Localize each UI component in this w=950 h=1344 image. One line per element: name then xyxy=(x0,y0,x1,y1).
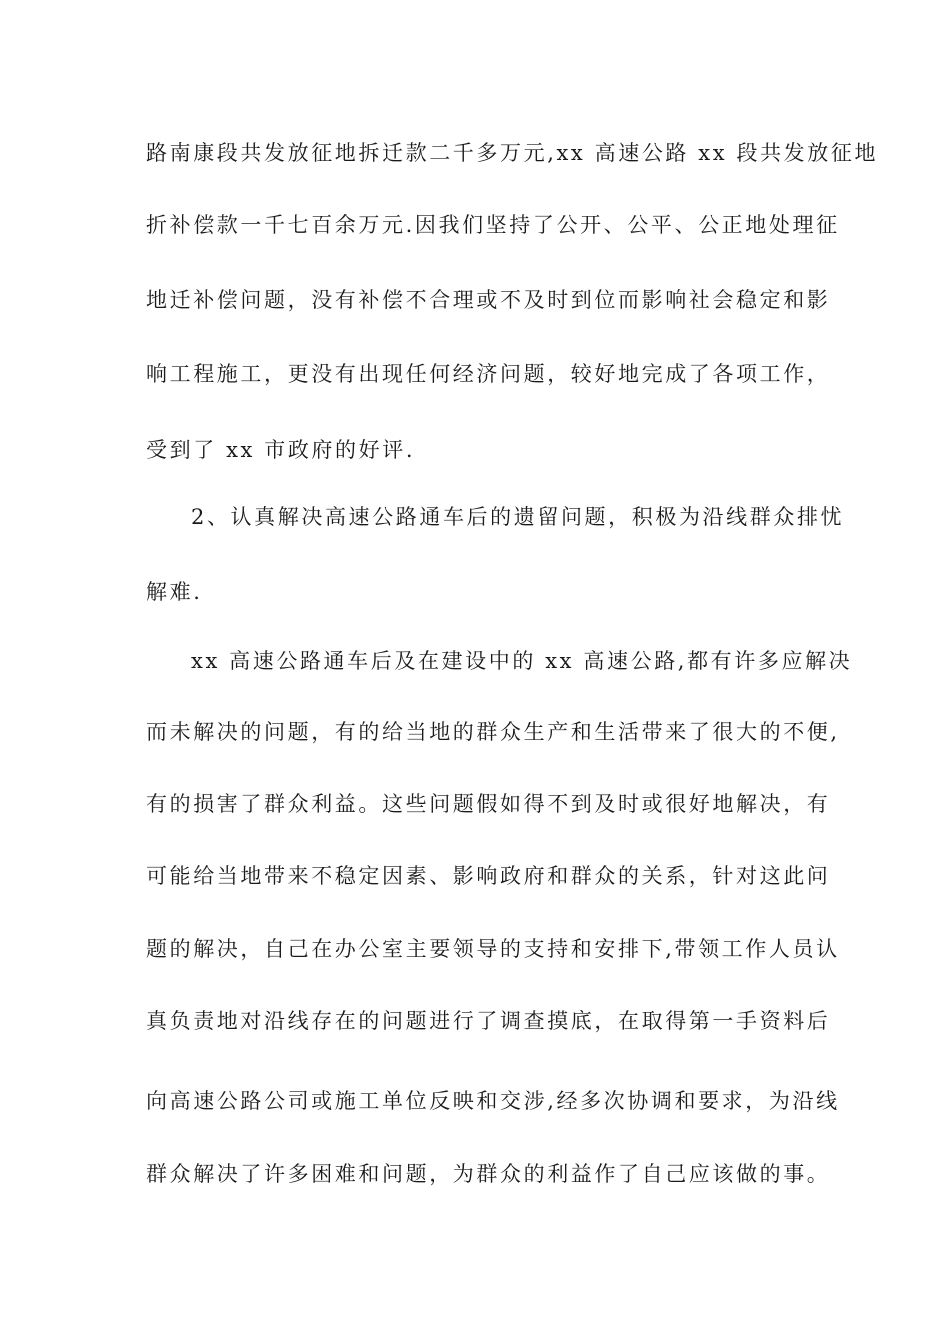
section-heading-line: 2、认真解决高速公路通车后的遗留问题，积极为沿线群众排忧 xyxy=(191,505,845,529)
paragraph-line: 真负责地对沿线存在的问题进行了调查摸底，在取得第一手资料后 xyxy=(146,1009,831,1033)
paragraph-line: xx 高速公路通车后及在建设中的 xx 高速公路,都有许多应解决 xyxy=(191,649,853,673)
paragraph-line: 群众解决了许多困难和问题，为群众的利益作了自己应该做的事。 xyxy=(146,1162,831,1186)
paragraph-line: 响工程施工，更没有出现任何经济问题，较好地完成了各项工作， xyxy=(146,362,831,386)
paragraph-line: 受到了 xx 市政府的好评. xyxy=(146,438,416,462)
paragraph-line: 而未解决的问题，有的给当地的群众生产和生活带来了很大的不便, xyxy=(146,720,840,744)
paragraph-line: 路南康段共发放征地拆迁款二千多万元,xx 高速公路 xx 段共发放征地 xyxy=(146,141,879,165)
paragraph-line: 题的解决，自己在办公室主要领导的支持和安排下,带领工作人员认 xyxy=(146,937,840,961)
section-heading-line: 解难. xyxy=(146,580,203,604)
paragraph-line: 可能给当地带来不稳定因素、影响政府和群众的关系，针对这此问 xyxy=(146,864,831,888)
paragraph-line: 折补偿款一千七百余万元.因我们坚持了公开、公平、公正地处理征 xyxy=(146,213,840,237)
paragraph-line: 向高速公路公司或施工单位反映和交涉,经多次协调和要求，为沿线 xyxy=(146,1089,840,1113)
paragraph-line: 有的损害了群众利益。这些问题假如得不到及时或很好地解决，有 xyxy=(146,792,831,816)
paragraph-line: 地迁补偿问题，没有补偿不合理或不及时到位而影响社会稳定和影 xyxy=(146,288,831,312)
